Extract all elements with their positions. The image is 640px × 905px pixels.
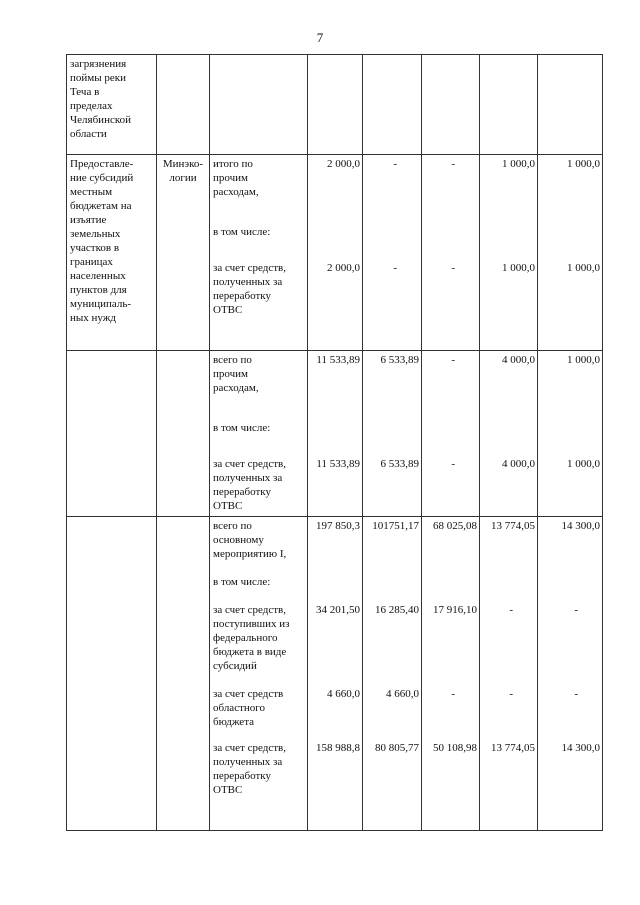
amount-cell <box>422 155 480 351</box>
amount-value: 68 025,08 <box>433 520 477 532</box>
amount-value: - <box>451 262 455 274</box>
funding-source-cell <box>210 351 308 517</box>
amount-value <box>365 225 419 239</box>
amount-value: 197 850,3 <box>316 520 360 532</box>
amount-value <box>540 421 600 435</box>
amount-value <box>365 575 419 589</box>
amount-cell <box>480 155 538 351</box>
amount-value: 6 533,89 <box>380 458 419 470</box>
amount-value: 1 000,0 <box>502 158 535 170</box>
funding-source-cell <box>210 155 308 351</box>
amount-value: 1 000,0 <box>567 354 600 366</box>
executor-cell <box>157 55 210 155</box>
amount-value: 17 916,10 <box>433 604 477 616</box>
amount-value: 4 000,0 <box>502 458 535 470</box>
amount-cell <box>422 517 480 831</box>
amount-value: 4 000,0 <box>502 354 535 366</box>
amount-value: 158 988,8 <box>316 742 360 754</box>
amount-cell <box>308 55 363 155</box>
amount-cell <box>308 155 363 351</box>
measure-name-cell <box>67 517 157 831</box>
amount-cell <box>538 55 603 155</box>
amount-value: - <box>451 458 455 470</box>
funding-source: за счет средств областного бюджета <box>213 688 284 728</box>
funding-source-cell <box>210 55 308 155</box>
amount-cell <box>308 517 363 831</box>
amount-value: 14 300,0 <box>561 520 600 532</box>
amount-cell <box>480 517 538 831</box>
amount-value <box>310 575 360 589</box>
page-number: 7 <box>316 30 324 45</box>
budget-table <box>66 54 603 831</box>
amount-value: 4 660,0 <box>386 688 419 700</box>
amount-value: 2 000,0 <box>327 158 360 170</box>
amount-value <box>365 421 419 435</box>
amount-value: 101751,17 <box>372 520 419 532</box>
amount-value: 14 300,0 <box>561 742 600 754</box>
amount-cell <box>480 351 538 517</box>
table-row <box>67 517 603 831</box>
table-row <box>67 55 603 155</box>
amount-value: - <box>393 158 397 170</box>
amount-value: 1 000,0 <box>567 158 600 170</box>
amount-value: - <box>574 604 578 616</box>
executor-cell <box>157 155 210 351</box>
amount-cell <box>363 55 422 155</box>
measure-name-cell <box>67 351 157 517</box>
amount-value: - <box>574 688 578 700</box>
amount-value <box>482 575 535 589</box>
amount-value: 2 000,0 <box>327 262 360 274</box>
amount-value: 16 285,40 <box>375 604 419 616</box>
amount-cell <box>538 517 603 831</box>
amount-value: 13 774,05 <box>491 520 535 532</box>
amount-value: - <box>509 688 513 700</box>
amount-value: 1 000,0 <box>567 262 600 274</box>
table-row <box>67 155 603 351</box>
amount-value <box>540 225 600 239</box>
amount-value: 1 000,0 <box>567 458 600 470</box>
amount-value: - <box>509 604 513 616</box>
amount-value <box>482 421 535 435</box>
amount-cell <box>538 155 603 351</box>
amount-value <box>424 421 477 435</box>
amount-value: 6 533,89 <box>380 354 419 366</box>
executor: Минэко- логии <box>162 158 204 184</box>
amount-value <box>424 225 477 239</box>
funding-source: за счет средств, полученных за переработку ОТВС <box>213 262 286 316</box>
amount-value: 80 805,77 <box>375 742 419 754</box>
funding-source: в том числе: <box>213 576 271 588</box>
amount-value: 11 533,89 <box>316 354 360 366</box>
funding-source: за счет средств, полученных за переработку ОТВС <box>213 458 286 512</box>
amount-value: - <box>451 354 455 366</box>
executor-cell <box>157 351 210 517</box>
amount-cell <box>363 155 422 351</box>
measure-name-cell <box>67 55 157 155</box>
amount-value <box>310 421 360 435</box>
measure-name-cell <box>67 155 157 351</box>
amount-value: 1 000,0 <box>502 262 535 274</box>
funding-source: за счет средств, полученных за переработку ОТВС <box>213 742 286 796</box>
table-row <box>67 351 603 517</box>
amount-value: - <box>393 262 397 274</box>
amount-cell <box>308 351 363 517</box>
amount-value <box>424 575 477 589</box>
funding-source-cell <box>210 517 308 831</box>
funding-source: за счет средств, поступивших из федерального бюджета в виде субсидий <box>213 604 290 672</box>
amount-cell <box>363 517 422 831</box>
amount-value <box>540 575 600 589</box>
executor-cell <box>157 517 210 831</box>
funding-source: итого по прочим расходам, <box>213 158 259 198</box>
amount-value: - <box>451 688 455 700</box>
funding-source: в том числе: <box>213 226 271 238</box>
amount-cell <box>422 55 480 155</box>
amount-cell <box>363 351 422 517</box>
amount-value: 11 533,89 <box>316 458 360 470</box>
measure-name: загрязнения поймы реки Теча в пределах Челябинской области <box>70 58 132 140</box>
funding-source: в том числе: <box>213 422 271 434</box>
funding-source: всего по основному мероприятию I, <box>213 520 287 560</box>
amount-cell <box>422 351 480 517</box>
amount-value: 34 201,50 <box>316 604 360 616</box>
amount-value: 50 108,98 <box>433 742 477 754</box>
amount-cell <box>480 55 538 155</box>
amount-value <box>310 225 360 239</box>
amount-value <box>482 225 535 239</box>
amount-value: 4 660,0 <box>327 688 360 700</box>
amount-value: 13 774,05 <box>491 742 535 754</box>
measure-name: Предоставле- ние субсидий местным бюджетам на изъятие земельных участков в границах населенных пунктов для муниципаль- ных нужд <box>70 158 134 324</box>
funding-source: всего по прочим расходам, <box>213 354 259 394</box>
amount-value: - <box>451 158 455 170</box>
amount-cell <box>538 351 603 517</box>
